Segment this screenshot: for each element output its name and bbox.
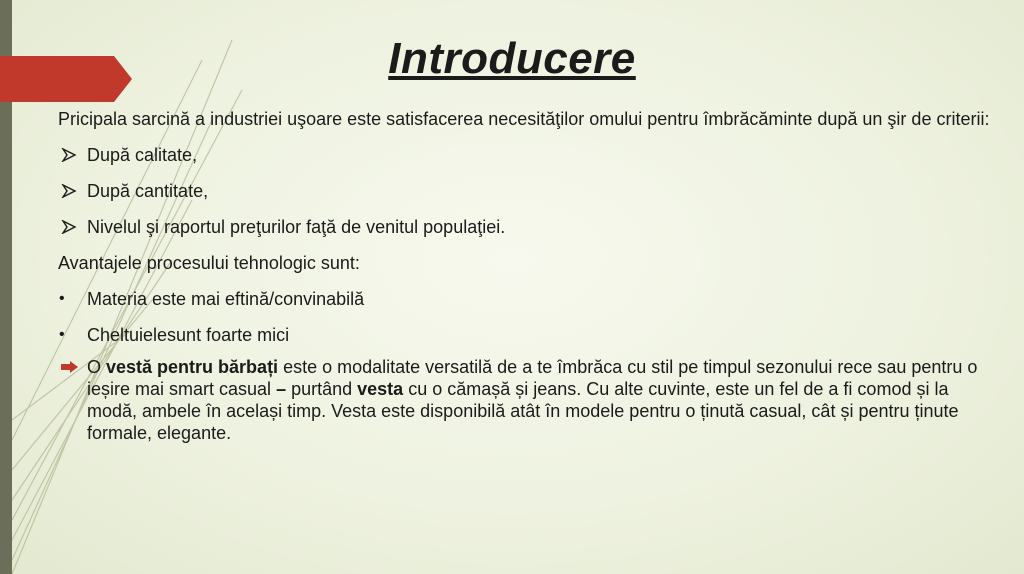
vest-text-3: purtând <box>286 379 358 399</box>
criteria-item <box>58 180 998 202</box>
filled-arrow-bullet-icon <box>58 361 82 373</box>
vest-paragraph <box>58 356 998 444</box>
criteria-item <box>58 216 998 238</box>
arrowhead-bullet-icon <box>58 148 82 162</box>
vest-text-4: cu o cămașă și jeans. Cu alte cuvinte, este un fel de a fi comod și la modă, ambele în același timp. Vesta este disponibilă atât în modele pentru o ținută casual, cât și pentru ținute formale, elegante. <box>87 379 959 443</box>
dot-bullet-icon: • <box>59 326 65 343</box>
dot-bullet-icon: • <box>59 290 65 307</box>
arrowhead-bullet-icon <box>58 184 82 198</box>
criteria-text: După cantitate, <box>87 181 209 201</box>
vest-text-2: este o modalitate versatilă de a te îmbrăca cu stil pe timpul sezonului rece sau pentru o ieșire mai smart casual <box>87 357 978 399</box>
advantage-text: Materia este mai eftină/convinabilă <box>87 289 365 309</box>
vest-text-1: O <box>87 357 107 377</box>
advantage-item <box>58 324 998 346</box>
vest-bold-2: – <box>276 379 287 399</box>
vest-bold-1: vestă pentru bărbați <box>106 357 279 377</box>
vest-bold-3: vesta <box>357 379 404 399</box>
intro-paragraph: Pricipala sarcină a industriei uşoare este satisfacerea necesităţilor omului pentru îmbrăcăminte după un şir de criterii: <box>58 109 990 129</box>
advantages-heading: Avantajele procesului tehnologic sunt: <box>58 253 360 273</box>
page-title: Introducere <box>388 34 636 83</box>
criteria-text: După calitate, <box>87 145 198 165</box>
arrowhead-bullet-icon <box>58 220 82 234</box>
advantage-text: Cheltuielesunt foarte mici <box>87 325 290 345</box>
slide-content <box>58 108 998 458</box>
criteria-item <box>58 144 998 166</box>
criteria-text: Nivelul şi raportul preţurilor faţă de venitul populaţiei. <box>87 217 506 237</box>
advantage-item <box>58 288 998 310</box>
